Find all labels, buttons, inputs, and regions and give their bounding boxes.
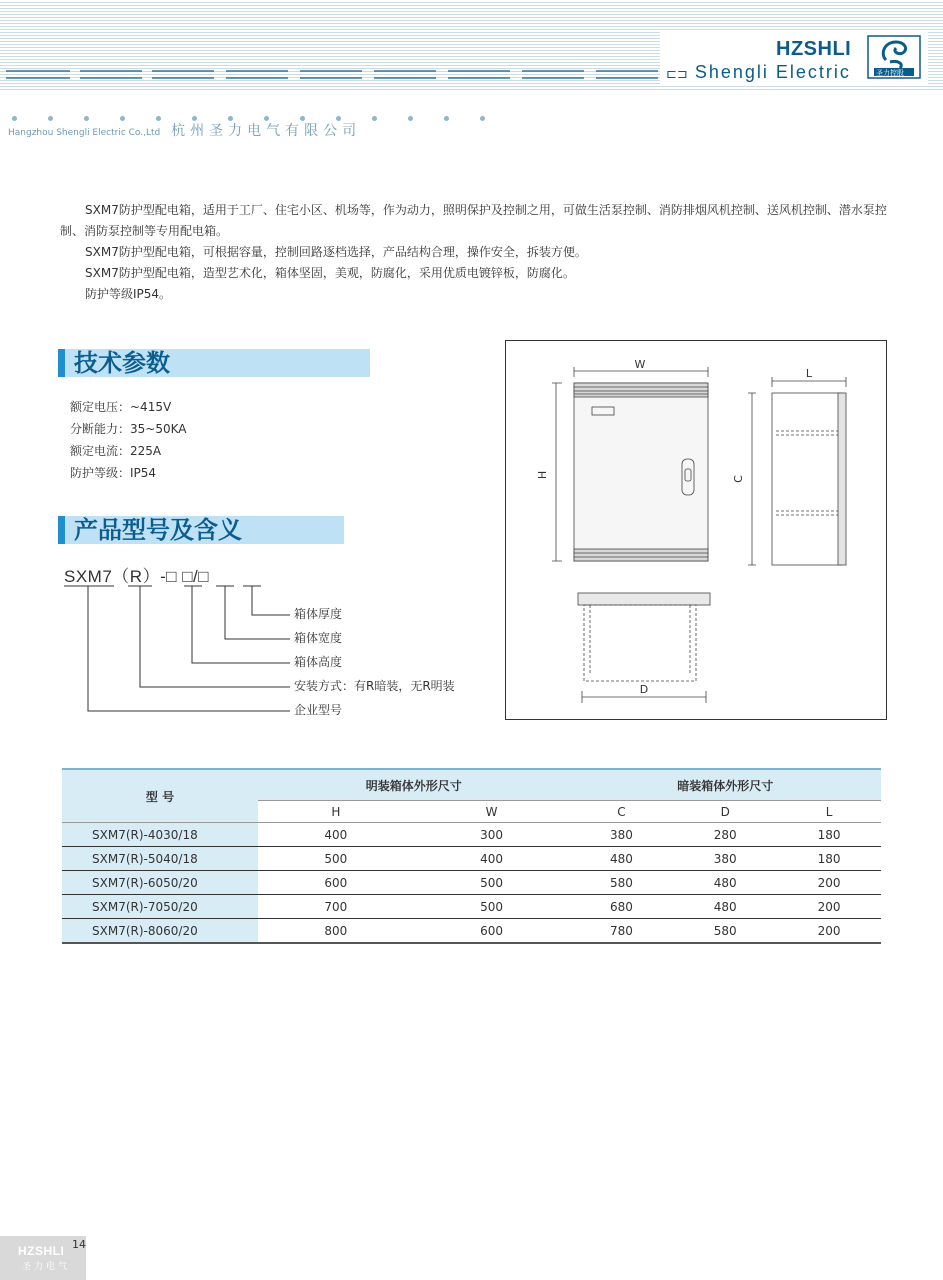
- header-dash-pattern: [4, 68, 664, 80]
- table-row: [62, 823, 881, 847]
- spec-item: 分断能力：35~50KA: [70, 422, 187, 436]
- section-title-tech: 技术参数: [58, 349, 370, 377]
- cell-value: 700: [258, 895, 414, 919]
- cell-model: SXM7(R)-8060/20: [62, 919, 258, 944]
- table-row: [62, 895, 881, 919]
- subheader-l: L: [777, 801, 881, 823]
- model-label-company: 企业型号: [294, 703, 343, 717]
- dim-label-d: D: [639, 683, 649, 696]
- subheader-c: C: [569, 801, 673, 823]
- cell-value: 580: [569, 871, 673, 895]
- model-label-height: 箱体高度: [294, 655, 343, 669]
- cell-value: 500: [258, 847, 414, 871]
- cell-value: 580: [673, 919, 777, 944]
- model-code-diagram: [60, 580, 500, 720]
- cell-value: 480: [673, 895, 777, 919]
- cell-model: SXM7(R)-7050/20: [62, 895, 258, 919]
- cell-value: 780: [569, 919, 673, 944]
- spec-item: 额定电压：~415V: [70, 400, 172, 414]
- dimension-drawing: [505, 340, 887, 720]
- cell-value: 300: [414, 823, 570, 847]
- cell-value: 600: [414, 919, 570, 944]
- brand-subtitle-text: Shengli Electric: [694, 62, 851, 82]
- dim-label-h: H: [536, 470, 549, 480]
- section-title-model: 产品型号及含义: [58, 516, 344, 544]
- table-header-row: [62, 769, 881, 801]
- footer-brand: HZSHLI: [18, 1244, 65, 1258]
- intro-paragraph: 防护等级IP54。: [85, 287, 172, 301]
- cell-value: 500: [414, 895, 570, 919]
- cell-value: 400: [258, 823, 414, 847]
- footer-brand-cn: 圣力电气: [22, 1262, 71, 1272]
- intro-paragraph: SXM7防护型配电箱，造型艺术化，箱体坚固，美观，防腐化，采用优质电镀锌板，防腐化。: [85, 266, 575, 280]
- logo-caption: 圣力控股: [876, 69, 904, 77]
- dim-label-c: C: [732, 475, 745, 483]
- model-code: SXM7（R）-□ □/□: [64, 567, 209, 586]
- table-row: [62, 871, 881, 895]
- cell-value: 180: [777, 847, 881, 871]
- page-number: 14: [72, 1238, 86, 1251]
- brand-subtitle: [666, 62, 851, 83]
- subheader-h: H: [258, 801, 414, 823]
- cell-value: 500: [414, 871, 570, 895]
- company-name-cn: 杭州圣力电气有限公司: [171, 123, 362, 139]
- cell-value: 480: [673, 871, 777, 895]
- dim-label-w: W: [634, 358, 646, 371]
- header-model: 型 号: [62, 769, 258, 823]
- cell-value: 400: [414, 847, 570, 871]
- brand-mark-icon: ⊏⊐: [666, 66, 688, 81]
- cell-value: 680: [569, 895, 673, 919]
- cell-value: 800: [258, 919, 414, 944]
- subheader-d: D: [673, 801, 777, 823]
- cell-value: 280: [673, 823, 777, 847]
- cell-value: 180: [777, 823, 881, 847]
- cell-model: SXM7(R)-5040/18: [62, 847, 258, 871]
- intro-paragraph: SXM7防护型配电箱，适用于工厂、住宅小区、机场等，作为动力，照明保护及控制之用，可做生活泵控制、消防排烟风机控制、送风机控制、潜水泵控制、消防泵控制等专用配电箱。: [60, 203, 887, 238]
- table-row: [62, 919, 881, 944]
- cell-value: 200: [777, 895, 881, 919]
- header-surface: 明装箱体外形尺寸: [258, 769, 569, 801]
- enclosure-drawing: [506, 341, 886, 719]
- cell-value: 600: [258, 871, 414, 895]
- model-label-width: 箱体宽度: [294, 631, 343, 645]
- cell-model: SXM7(R)-4030/18: [62, 823, 258, 847]
- brand-name: HZSHLI: [776, 38, 852, 60]
- tech-spec-list: [70, 396, 186, 484]
- dimension-table: [62, 768, 881, 944]
- cell-value: 380: [569, 823, 673, 847]
- cell-value: 200: [777, 871, 881, 895]
- header-flush: 暗装箱体外形尺寸: [569, 769, 881, 801]
- dim-label-l: L: [805, 367, 813, 380]
- intro-paragraph: SXM7防护型配电箱，可根据容量，控制回路逐档选择，产品结构合理，操作安全，拆装方便。: [85, 245, 587, 259]
- company-name-en: Hangzhou Shengli Electric Co.,Ltd: [8, 128, 161, 138]
- cell-model: SXM7(R)-6050/20: [62, 871, 258, 895]
- cell-value: 480: [569, 847, 673, 871]
- company-name: [8, 120, 361, 140]
- subheader-w: W: [414, 801, 570, 823]
- cell-value: 380: [673, 847, 777, 871]
- spec-item: 防护等级：IP54: [70, 466, 157, 480]
- product-intro: [60, 200, 895, 305]
- table-row: [62, 847, 881, 871]
- cell-value: 200: [777, 919, 881, 944]
- model-label-thickness: 箱体厚度: [294, 607, 343, 621]
- spec-item: 额定电流：225A: [70, 444, 162, 458]
- model-label-install: 安装方式：有R暗装，无R明装: [294, 679, 455, 693]
